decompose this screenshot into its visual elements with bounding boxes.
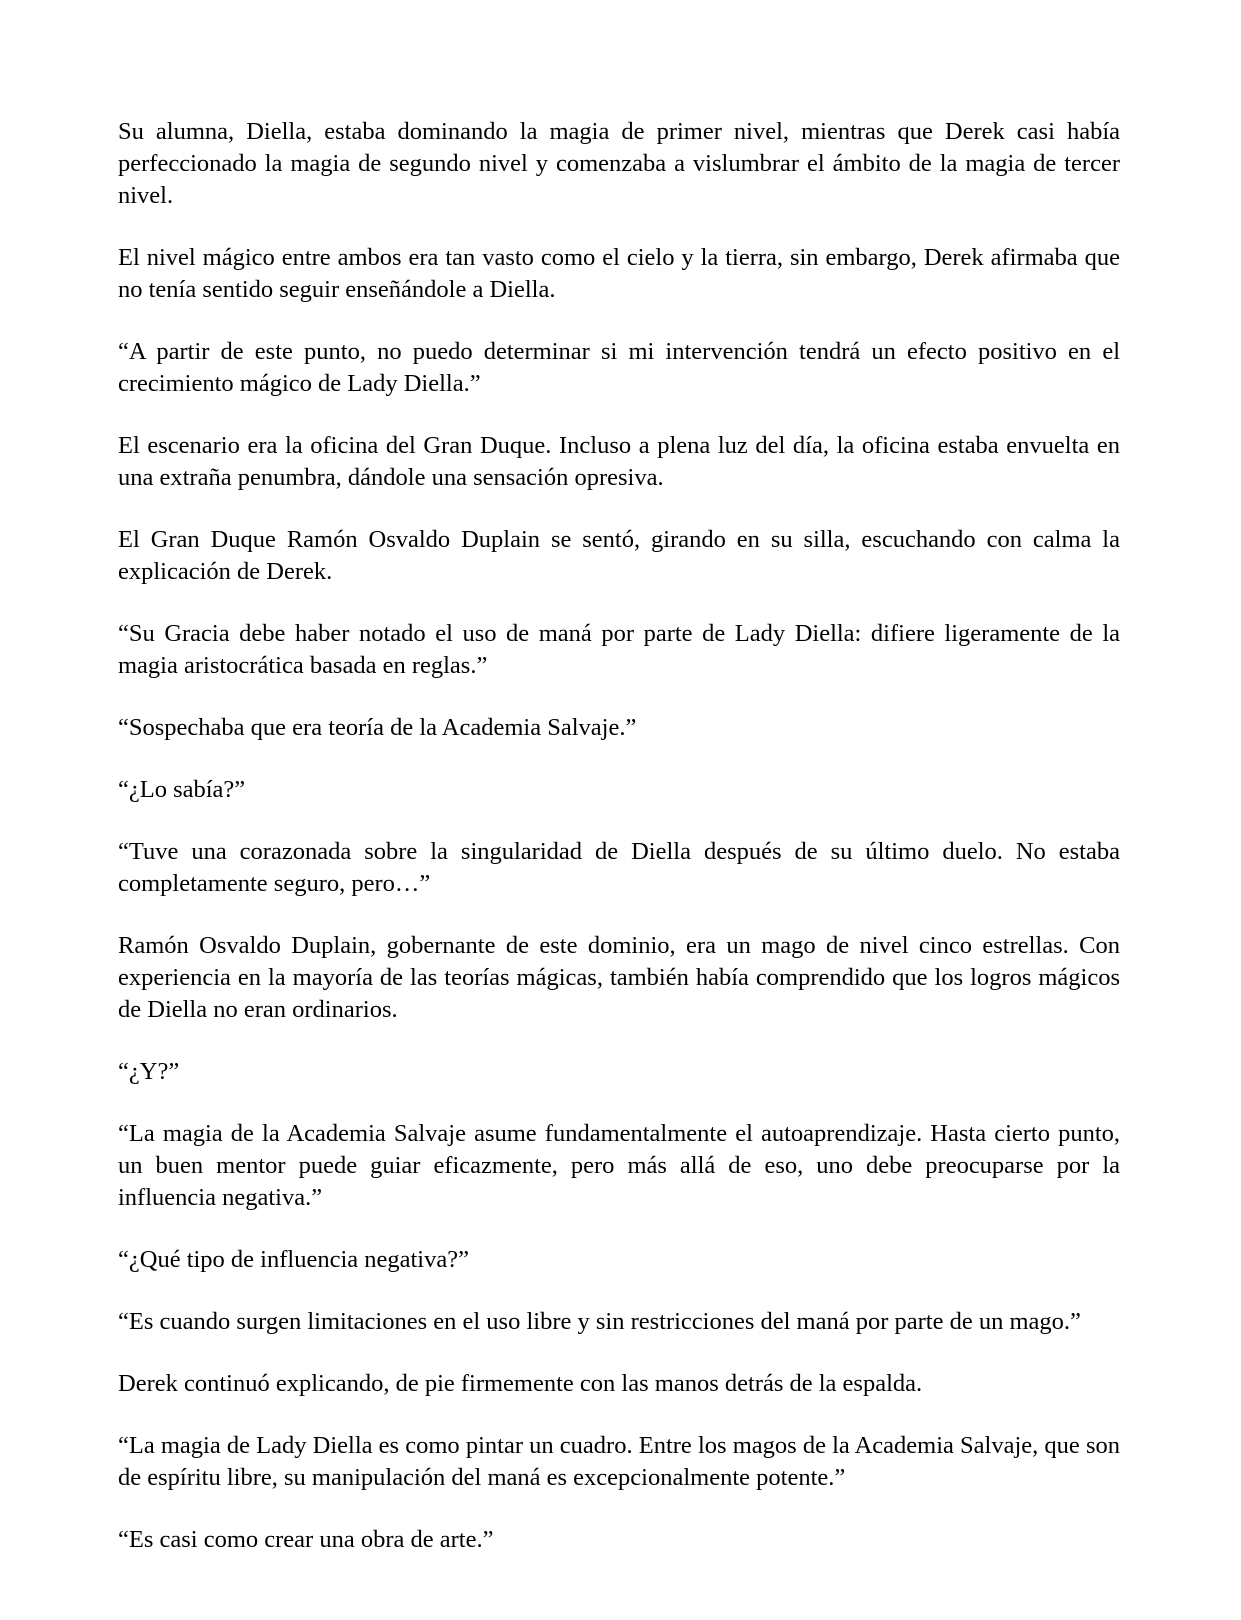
paragraph: Ramón Osvaldo Duplain, gobernante de este dominio, era un mago de nivel cinco estrellas. Con experiencia en la mayoría de las teorías mágicas, también había comprendido que los logros mágicos de Diella no eran ordinarios. xyxy=(118,932,1120,1023)
paragraph: “Sospechaba que era teoría de la Academia Salvaje.” xyxy=(118,714,637,741)
paragraph: “Su Gracia debe haber notado el uso de maná por parte de Lady Diella: difiere ligeramente de la magia aristocrática basada en reglas.” xyxy=(118,620,1120,679)
paragraph: “¿Lo sabía?” xyxy=(118,776,246,803)
paragraph: “La magia de Lady Diella es como pintar un cuadro. Entre los magos de la Academia Salvaje, que son de espíritu libre, su manipulación del maná es excepcionalmente potente.” xyxy=(118,1432,1120,1491)
document-body xyxy=(118,116,1120,1586)
paragraph: Derek continuó explicando, de pie firmemente con las manos detrás de la espalda. xyxy=(118,1370,923,1397)
paragraph: El escenario era la oficina del Gran Duque. Incluso a plena luz del día, la oficina estaba envuelta en una extraña penumbra, dándole una sensación opresiva. xyxy=(118,432,1120,491)
paragraph: “¿Y?” xyxy=(118,1058,180,1085)
paragraph: “La magia de la Academia Salvaje asume fundamentalmente el autoaprendizaje. Hasta cierto punto, un buen mentor puede guiar eficazmente, pero más allá de eso, uno debe preocuparse por la influencia negativa.” xyxy=(118,1120,1120,1211)
paragraph: El nivel mágico entre ambos era tan vasto como el cielo y la tierra, sin embargo, Derek afirmaba que no tenía sentido seguir enseñándole a Diella. xyxy=(118,244,1120,303)
paragraph: “Es casi como crear una obra de arte.” xyxy=(118,1526,494,1553)
paragraph: Su alumna, Diella, estaba dominando la magia de primer nivel, mientras que Derek casi había perfeccionado la magia de segundo nivel y comenzaba a vislumbrar el ámbito de la magia de tercer nivel. xyxy=(118,118,1120,209)
paragraph: El Gran Duque Ramón Osvaldo Duplain se sentó, girando en su silla, escuchando con calma la explicación de Derek. xyxy=(118,526,1120,585)
paragraph: “A partir de este punto, no puedo determinar si mi intervención tendrá un efecto positivo en el crecimiento mágico de Lady Diella.” xyxy=(118,338,1120,397)
paragraph: “¿Qué tipo de influencia negativa?” xyxy=(118,1246,469,1273)
paragraph: “Es cuando surgen limitaciones en el uso libre y sin restricciones del maná por parte de un mago.” xyxy=(118,1308,1081,1335)
paragraph: “Tuve una corazonada sobre la singularidad de Diella después de su último duelo. No estaba completamente seguro, pero…” xyxy=(118,838,1120,897)
